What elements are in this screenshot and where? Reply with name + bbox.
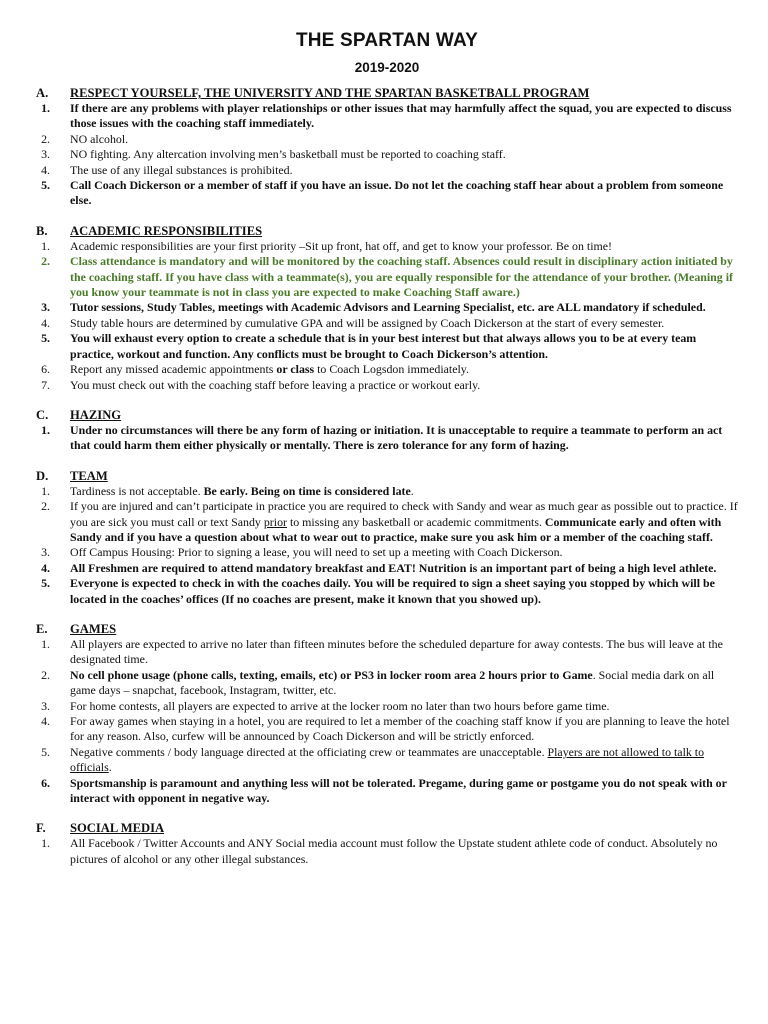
section-title: ACADEMIC RESPONSIBILITIES bbox=[70, 223, 263, 238]
rule-text bbox=[70, 254, 738, 300]
rule-number: 4. bbox=[41, 560, 50, 575]
rule-text bbox=[70, 378, 738, 393]
rule-item bbox=[36, 776, 738, 807]
rule-text bbox=[70, 745, 738, 776]
rule-text-run: to missing any basketball or academic commitments. bbox=[286, 514, 545, 529]
section-title: RESPECT YOURSELF, THE UNIVERSITY AND THE SPARTAN BASKETBALL PROGRAM bbox=[70, 86, 590, 100]
section-gap bbox=[36, 393, 738, 407]
rule-list bbox=[36, 836, 738, 867]
rule-list bbox=[36, 637, 738, 806]
rule-text bbox=[70, 545, 738, 560]
rule-number: 5. bbox=[41, 178, 50, 193]
rule-text-run: . bbox=[108, 760, 112, 775]
rule-text-run: Negative comments / body language directed at the officiating crew or teammates are unacceptable. bbox=[70, 744, 548, 759]
rule-item bbox=[36, 545, 738, 560]
section-heading bbox=[36, 407, 738, 423]
rule-text-run: prior bbox=[263, 514, 287, 529]
rule-number: 3. bbox=[41, 147, 50, 162]
section-c bbox=[36, 407, 738, 454]
rule-number: 3. bbox=[41, 300, 50, 315]
rule-text-run: Players are not allowed to talk to officials bbox=[70, 744, 705, 775]
section-a bbox=[36, 85, 738, 209]
rule-text-run: If you are injured and can’t participate in practice you are required to check with Sandy and wear as much gear as possible out to practice. If you are sick you must call or text Sandy bbox=[70, 499, 738, 529]
rule-text-run: Off Campus Housing: Prior to signing a lease, you will need to set up a meeting with Coach Dickerson. bbox=[70, 545, 563, 560]
document-title: THE SPARTAN WAY bbox=[295, 30, 479, 51]
document-subtitle: 2019-2020 bbox=[354, 60, 420, 75]
rule-text-run: NO alcohol. bbox=[70, 131, 129, 146]
rule-text-run: For home contests, all players are expected to arrive at the locker room no later than two hours before game time. bbox=[70, 698, 610, 713]
rule-number: 1. bbox=[41, 636, 50, 651]
rule-item bbox=[36, 699, 738, 714]
rule-number: 5. bbox=[41, 331, 50, 346]
rule-number: 1. bbox=[41, 101, 50, 115]
rule-number: 1. bbox=[41, 836, 50, 851]
rule-text-run: All Facebook / Twitter Accounts and ANY Social media account must follow the Upstate student athlete code of conduct. Absolutely no pictures of alcohol or any other illegal substances. bbox=[70, 836, 718, 866]
section-title: SOCIAL MEDIA bbox=[70, 821, 165, 836]
rule-text-run: Tardiness is not acceptable. bbox=[70, 483, 204, 498]
section-e bbox=[36, 621, 738, 806]
rule-item bbox=[36, 239, 738, 254]
rule-item bbox=[36, 331, 738, 362]
section-heading bbox=[36, 85, 738, 101]
rule-item bbox=[36, 178, 738, 209]
rule-item bbox=[36, 576, 738, 607]
rule-text bbox=[70, 637, 738, 668]
rule-text bbox=[70, 101, 738, 132]
rule-text bbox=[70, 776, 738, 807]
rule-number: 2. bbox=[41, 499, 50, 514]
section-gap bbox=[36, 209, 738, 223]
rule-list bbox=[36, 484, 738, 607]
rule-item bbox=[36, 745, 738, 776]
rule-text-run: Under no circumstances will there be any form of hazing or initiation. It is unacceptable to require a teammate to perform an act that could harm them either physically or mentally. There is zero tolerance for any form of hazing. bbox=[70, 422, 723, 453]
rule-text bbox=[70, 499, 738, 545]
section-heading bbox=[36, 621, 738, 637]
rule-text bbox=[70, 561, 738, 576]
section-letter: C. bbox=[36, 407, 49, 422]
rule-text-run: Everyone is expected to check in with the coaches daily. You will be required to sign a sheet saying you stopped by which will be located in the coaches’ offices (If no coaches are present, make it known that you showed up). bbox=[70, 576, 715, 606]
rule-text bbox=[70, 362, 738, 377]
rule-number: 3. bbox=[41, 698, 50, 713]
rule-text-run: Call Coach Dickerson or a member of staff if you have an issue. Do not let the coaching staff hear about a problem from someone else. bbox=[70, 178, 724, 208]
section-heading bbox=[36, 820, 738, 836]
rule-number: 2. bbox=[41, 667, 50, 682]
rule-text bbox=[70, 423, 738, 454]
rule-item bbox=[36, 362, 738, 377]
section-d bbox=[36, 468, 738, 607]
rule-text-run: NO fighting. Any altercation involving men’s basketball must be reported to coaching staff. bbox=[70, 147, 506, 162]
rule-text-run: Report any missed academic appointments bbox=[70, 362, 277, 377]
section-b bbox=[36, 223, 738, 393]
rule-text-run: Academic responsibilities are your first priority –Sit up front, hat off, and get to know your professor. Be on time! bbox=[70, 238, 613, 253]
rule-number: 2. bbox=[41, 254, 50, 269]
rule-number: 4. bbox=[41, 315, 50, 330]
section-title: HAZING bbox=[70, 407, 122, 422]
rule-text bbox=[70, 163, 738, 178]
rule-text-run: Tutor sessions, Study Tables, meetings with Academic Advisors and Learning Specialist, etc. are ALL mandatory if scheduled. bbox=[70, 300, 706, 315]
rule-text bbox=[70, 714, 738, 745]
rule-text bbox=[70, 316, 738, 331]
rule-text-run: You will exhaust every option to create a schedule that is in your best interest but that always allows you to be at every team practice, workout and function. Any conflicts must be brought to Coach Dickerson’s attention. bbox=[70, 331, 697, 361]
rule-text bbox=[70, 668, 738, 699]
rule-number: 5. bbox=[41, 576, 50, 591]
section-heading bbox=[36, 468, 738, 484]
section-gap bbox=[36, 454, 738, 468]
rule-text bbox=[70, 132, 738, 147]
section-heading bbox=[36, 223, 738, 239]
rule-item bbox=[36, 254, 738, 300]
rule-text bbox=[70, 239, 738, 254]
rule-text-run: Sportsmanship is paramount and anything less will not be tolerated. Pregame, during game or postgame you do not speak with or interact with opponent in negative way. bbox=[70, 775, 727, 806]
rule-number: 3. bbox=[41, 545, 50, 560]
rule-text bbox=[70, 699, 738, 714]
section-letter: F. bbox=[36, 821, 46, 836]
rule-text bbox=[70, 484, 738, 499]
rule-text-run: For away games when staying in a hotel, you are required to let a member of the coaching staff know if you are planning to leave the hotel for any reason. Also, curfew will be announced by Coach Dickerson and will be strictly enforced. bbox=[70, 714, 730, 744]
rule-text bbox=[70, 178, 738, 209]
rule-text bbox=[70, 147, 738, 162]
section-gap bbox=[36, 607, 738, 621]
rule-item bbox=[36, 561, 738, 576]
sections-container bbox=[36, 85, 738, 867]
rule-number: 6. bbox=[41, 362, 50, 377]
rule-text-run: Study table hours are determined by cumulative GPA and will be assigned by Coach Dickerson at the start of every semester. bbox=[70, 315, 665, 330]
rule-text-run: Communicate early and often with Sandy and if you have a question about what to wear out to practice, make sure you ask him or a member of the coaching staff. bbox=[70, 514, 722, 544]
rule-item bbox=[36, 163, 738, 178]
rule-item bbox=[36, 484, 738, 499]
rule-text-run: . bbox=[410, 483, 414, 498]
rule-text-run: . Social media dark on all game days – snapchat, facebook, Instagram, twitter, etc. bbox=[70, 667, 715, 698]
rule-list bbox=[36, 423, 738, 454]
rule-text-run: All Freshmen are required to attend mandatory breakfast and EAT! Nutrition is an important part of being a high level athlete. bbox=[70, 560, 717, 575]
rule-text bbox=[70, 836, 738, 867]
rule-number: 7. bbox=[41, 377, 50, 392]
rule-text-run: The use of any illegal substances is prohibited. bbox=[70, 162, 293, 177]
section-title: GAMES bbox=[70, 621, 117, 636]
rule-text-run: All players are expected to arrive no later than fifteen minutes before the scheduled departure for away contests. The bus will leave at the designated time. bbox=[70, 636, 723, 667]
rule-text-run: Class attendance is mandatory and will be monitored by the coaching staff. Absences could result in disciplinary action initiated by the coaching staff. If you have class with a teammate(s), you are equally responsible for the attendance of your brother. (Meaning if you know your teammate is not in class you are expected to make Coaching Staff aware.) bbox=[70, 254, 733, 300]
rule-item bbox=[36, 423, 738, 454]
rule-item bbox=[36, 132, 738, 147]
section-letter: D. bbox=[36, 468, 49, 483]
rule-text-run: to Coach Logsdon immediately. bbox=[314, 362, 469, 377]
rule-number: 1. bbox=[41, 483, 50, 498]
rule-item bbox=[36, 378, 738, 393]
rule-text-run: You must check out with the coaching staff before leaving a practice or workout early. bbox=[70, 377, 481, 392]
rule-item bbox=[36, 714, 738, 745]
rule-text-run: If there are any problems with player relationships or other issues that may harmfully affect the squad, you are expected to discuss those issues with the coaching staff immediately. bbox=[70, 101, 732, 131]
rule-number: 1. bbox=[41, 238, 50, 253]
rule-text bbox=[70, 331, 738, 362]
rule-text-run: No cell phone usage (phone calls, texting, emails, etc) or PS3 in locker room area 2 hours prior to Game bbox=[70, 667, 593, 682]
rule-number: 1. bbox=[41, 422, 50, 437]
rule-text-run: or class bbox=[276, 362, 315, 377]
rule-number: 4. bbox=[41, 162, 50, 177]
rule-number: 6. bbox=[41, 775, 50, 790]
rule-item bbox=[36, 101, 738, 132]
section-letter: B. bbox=[36, 223, 48, 238]
rule-item bbox=[36, 316, 738, 331]
rule-number: 2. bbox=[41, 131, 50, 146]
rule-item bbox=[36, 499, 738, 545]
rule-item bbox=[36, 668, 738, 699]
rule-list bbox=[36, 101, 738, 209]
rule-item bbox=[36, 836, 738, 867]
section-title: TEAM bbox=[70, 468, 108, 483]
rule-text bbox=[70, 300, 738, 315]
section-f bbox=[36, 820, 738, 867]
rule-item bbox=[36, 147, 738, 162]
section-letter: E. bbox=[36, 621, 48, 636]
rule-item bbox=[36, 300, 738, 315]
rule-text bbox=[70, 576, 738, 607]
section-letter: A. bbox=[36, 86, 49, 100]
rule-text-run: Be early. Being on time is considered late bbox=[203, 483, 411, 498]
section-gap bbox=[36, 806, 738, 820]
rule-list bbox=[36, 239, 738, 393]
rule-number: 5. bbox=[41, 744, 50, 759]
rule-number: 4. bbox=[41, 714, 50, 728]
rule-item bbox=[36, 637, 738, 668]
